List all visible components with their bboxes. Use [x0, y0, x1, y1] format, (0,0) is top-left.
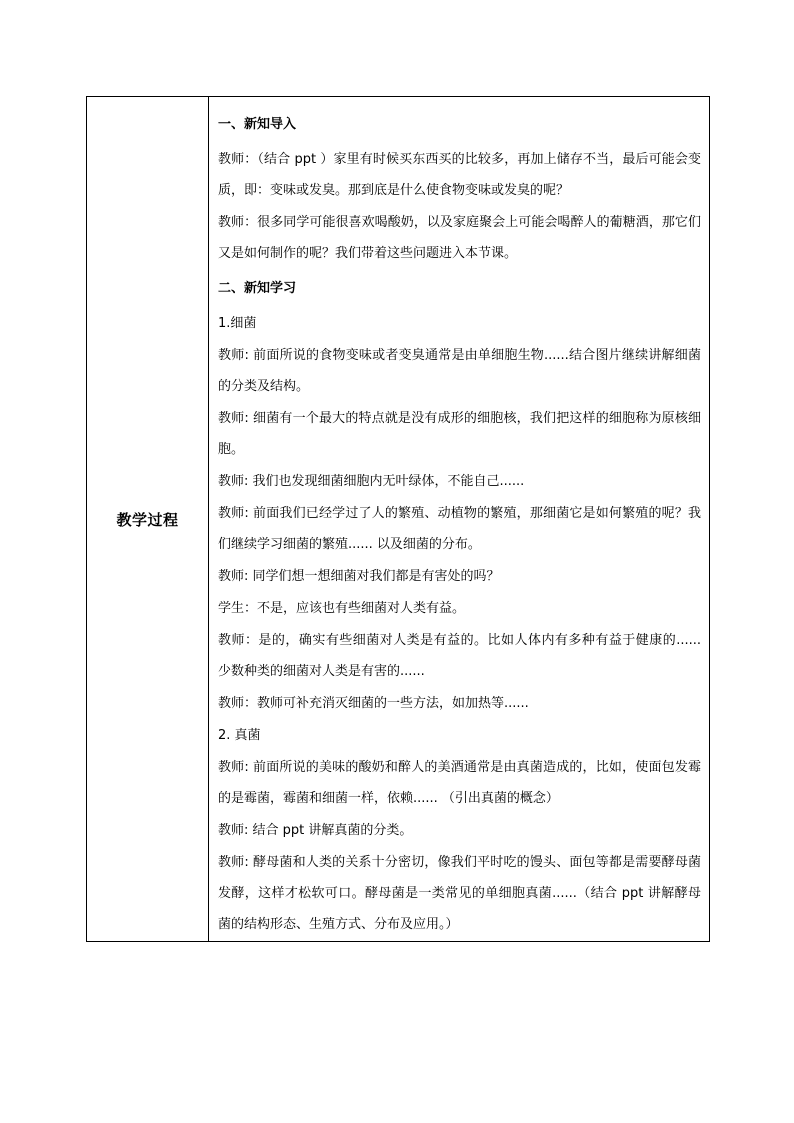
row-content-cell: [209, 97, 710, 942]
intro-paragraph-1: 教师：（结合 ppt ）家里有时候买东西买的比较多，再加上储存不当，最后可能会变质，即：变味或发臭。那到底是什么使食物变味或发臭的呢？: [218, 152, 701, 198]
fungi-paragraph-3: 教师: 酵母菌和人类的关系十分密切，像我们平时吃的馒头、面包等都是需要酵母菌发酵，这样才松软可口。酵母菌是一类常见的单细胞真菌......（结合 ppt 讲解酵母菌的结构形态、生殖方式、分布及应用。）: [218, 855, 701, 932]
intro-paragraph-2: 教师：很多同学可能很喜欢喝酸奶，以及家庭聚会上可能会喝醉人的葡糖酒，那它们又是如何制作的呢？我们带着这些问题进入本节课。: [218, 215, 701, 261]
bacteria-paragraph-1: 教师: 前面所说的食物变味或者变臭通常是由单细胞生物......结合图片继续讲解细菌的分类及结构。: [218, 348, 701, 394]
teaching-process-row: [87, 97, 710, 942]
subsection-title-fungi: 2. 真菌: [218, 728, 261, 743]
bacteria-paragraph-4: 教师: 前面我们已经学过了人的繁殖、动植物的繁殖，那细菌它是如何繁殖的呢？我们继续学习细菌的繁殖...... 以及细菌的分布。: [218, 506, 701, 552]
lesson-content: [209, 97, 709, 940]
bacteria-paragraph-3: 教师: 我们也发现细菌细胞内无叶绿体，不能自己......: [218, 474, 525, 489]
bacteria-paragraph-6: 学生：不是，应该也有些细菌对人类有益。: [218, 601, 466, 616]
row-label: 教学过程: [116, 510, 179, 529]
subsection-title-bacteria: 1.细菌: [218, 316, 257, 331]
fungi-paragraph-2: 教师: 结合 ppt 讲解真菌的分类。: [218, 823, 413, 838]
fungi-paragraph-1: 教师: 前面所说的美味的酸奶和醉人的美酒通常是由真菌造成的，比如，使面包发霉的是霉菌，霉菌和细菌一样，依赖...... （引出真菌的概念）: [218, 760, 701, 806]
lesson-plan-table: [86, 96, 710, 942]
bacteria-paragraph-8: 教师：教师可补充消灭细菌的一些方法，如加热等......: [218, 696, 529, 711]
bacteria-paragraph-2: 教师: 细菌有一个最大的特点就是没有成形的细胞核，我们把这样的细胞称为原核细胞。: [218, 411, 701, 457]
section-heading-study: 二、新知学习: [218, 281, 297, 296]
bacteria-paragraph-7: 教师：是的，确实有些细菌对人类是有益的。比如人体内有多种有益于健康的...... 少数种类的细菌对人类是有害的......: [218, 633, 701, 679]
section-heading-intro: 一、新知导入: [218, 117, 297, 132]
row-label-cell: [87, 97, 209, 942]
bacteria-paragraph-5: 教师: 同学们想一想细菌对我们都是有害处的吗？: [218, 569, 500, 584]
